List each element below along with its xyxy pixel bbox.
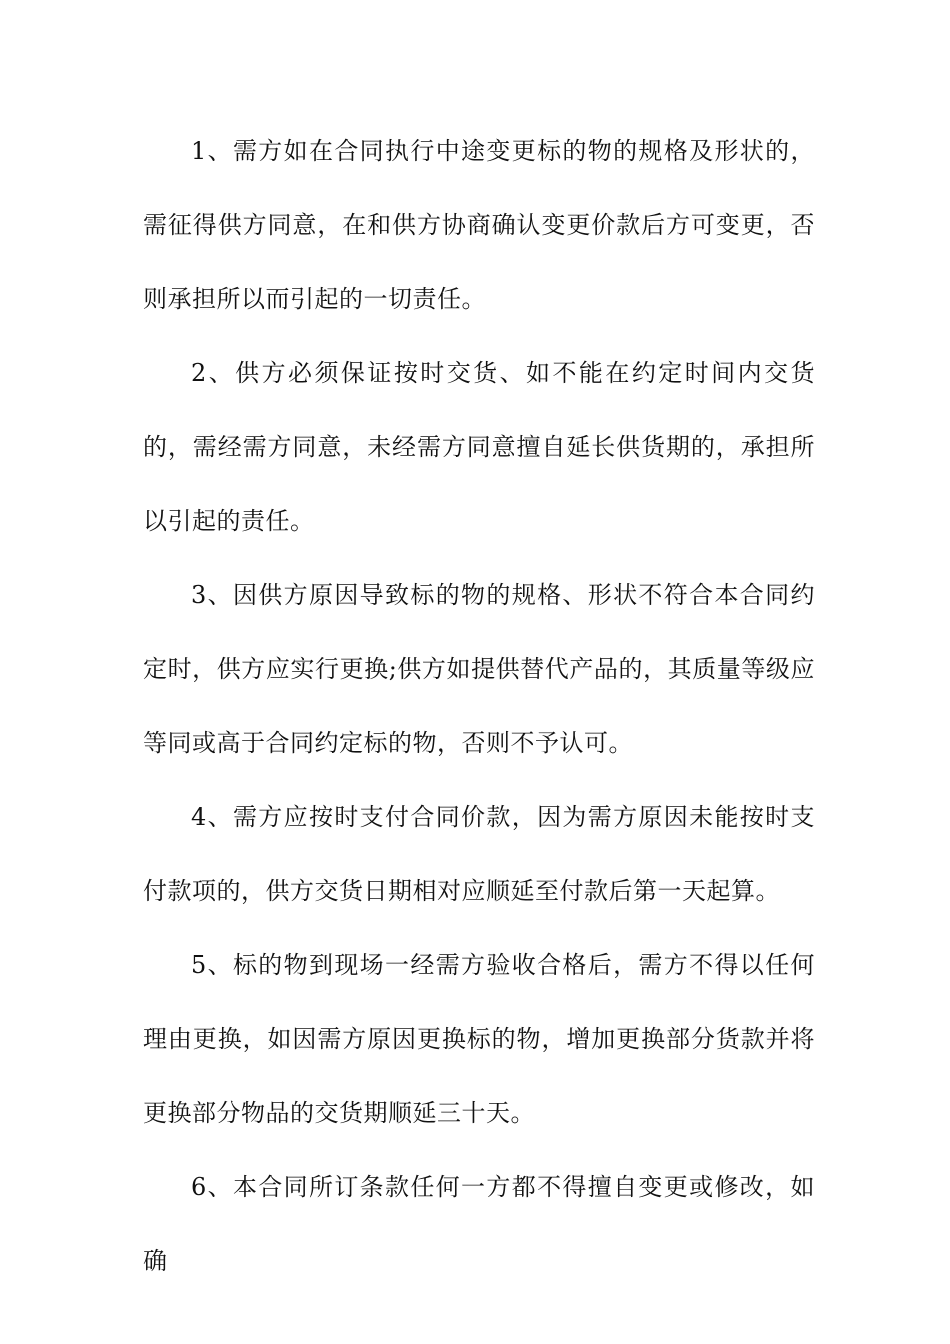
- clause-2: 2、供方必须保证按时交货、如不能在约定时间内交货的，需经需方同意，未经需方同意擅自延长供货期的，承担所以引起的责任。: [143, 359, 815, 535]
- clause-1: 1、需方如在合同执行中途变更标的物的规格及形状的，需征得供方同意，在和供方协商确认变更价款后方可变更，否则承担所以而引起的一切责任。: [143, 137, 815, 313]
- clause-6: 6、本合同所订条款任何一方都不得擅自变更或修改，如确: [143, 1173, 815, 1275]
- clause-4: 4、需方应按时支付合同价款，因为需方原因未能按时支付款项的，供方交货日期相对应顺延至付款后第一天起算。: [143, 803, 815, 905]
- clause-3: 3、因供方原因导致标的物的规格、形状不符合本合同约定时，供方应实行更换;供方如提供替代产品的，其质量等级应等同或高于合同约定标的物，否则不予认可。: [143, 581, 815, 757]
- clause-5: 5、标的物到现场一经需方验收合格后，需方不得以任何理由更换，如因需方原因更换标的物，增加更换部分货款并将更换部分物品的交货期顺延三十天。: [143, 951, 815, 1127]
- contract-text: [143, 114, 815, 1298]
